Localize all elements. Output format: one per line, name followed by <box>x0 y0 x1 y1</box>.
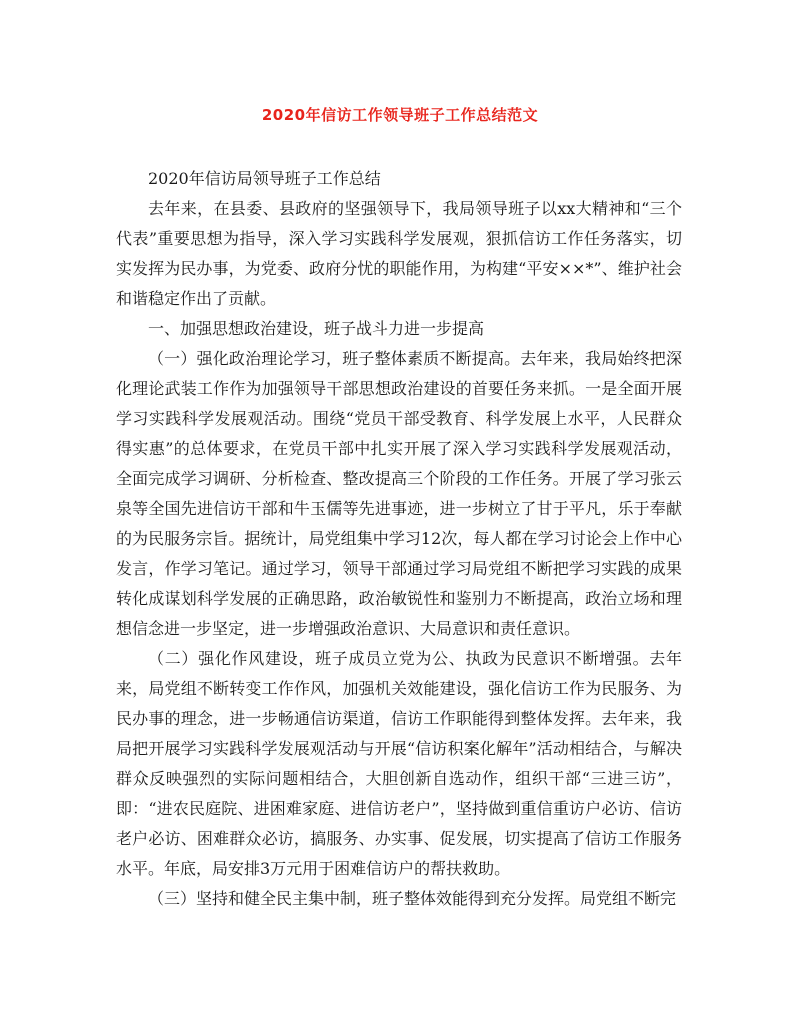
paragraph-intro: 去年来，在县委、县政府的坚强领导下，我局领导班子以xx大精神和“三个代表”重要思想为指导，深入学习实践科学发展观，狠抓信访工作任务落实，切实发挥为民办事，为党委、政府分忧的职能作用，为构建“平安××*”、维护社会和谐稳定作出了贡献。 <box>116 199 682 308</box>
document-title: 2020年信访工作领导班子工作总结范文 <box>261 106 539 124</box>
document-body <box>116 164 682 914</box>
paragraph-section-1: （一）强化政治理论学习，班子整体素质不断提高。去年来，我局始终把深化理论武装工作作为加强领导干部思想政治建设的首要任务来抓。一是全面开展学习实践科学发展观活动。围绕“党员干部受教育、科学发展上水平，人民群众得实惠”的总体要求，在党员干部中扎实开展了深入学习实践科学发展观活动，全面完成学习调研、分析检查、整改提高三个阶段的工作任务。开展了学习张云泉等全国先进信访干部和牛玉儒等先进事迹，进一步树立了甘于平凡，乐于奉献的为民服务宗旨。据统计，局党组集中学习12次，每人都在学习讨论会上作中心发言，作学习笔记。通过学习，领导干部通过学习局党组不断把学习实践的成果转化成谋划科学发展的正确思路，政治敏锐性和鉴别力不断提高，政治立场和理想信念进一步坚定，进一步增强政治意识、大局意识和责任意识。 <box>116 349 682 638</box>
paragraph-section-2: （二）强化作风建设，班子成员立党为公、执政为民意识不断增强。去年来，局党组不断转变工作作风，加强机关效能建设，强化信访工作为民服务、为民办事的理念，进一步畅通信访渠道，信访工作职能得到整体发挥。去年来，我局把开展学习实践科学发展观活动与开展“信访积案化解年”活动相结合，与解决群众反映强烈的实际问题相结合，大胆创新自选动作，组织干部“三进三访”，即：“进农民庭院、进困难家庭、进信访老户”，坚持做到重信重访户必访、信访老户必访、困难群众必访，搞服务、办实事、促发展，切实提高了信访工作服务水平。年底，局安排3万元用于困难信访户的帮扶救助。 <box>116 649 682 878</box>
paragraph-section-3: （三）坚持和健全民主集中制，班子整体效能得到充分发挥。局党组不断完 <box>148 889 677 908</box>
section-heading: 一、加强思想政治建设，班子战斗力进一步提高 <box>148 319 485 338</box>
paragraph-subtitle: 2020年信访局领导班子工作总结 <box>148 169 381 188</box>
